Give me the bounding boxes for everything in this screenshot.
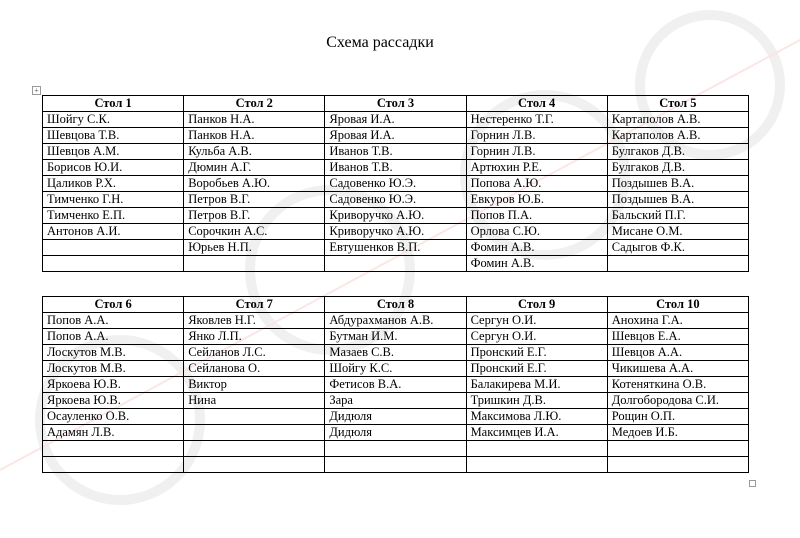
- table-cell[interactable]: [184, 425, 325, 441]
- table-cell[interactable]: Орлова С.Ю.: [466, 224, 607, 240]
- table-row: [43, 313, 749, 329]
- table-row: [43, 176, 749, 192]
- table-cell[interactable]: Сергун О.И.: [466, 313, 607, 329]
- table-row: [43, 224, 749, 240]
- table-cell[interactable]: Шевцов А.М.: [43, 144, 184, 160]
- table-cell[interactable]: Криворучко А.Ю.: [325, 224, 466, 240]
- table-cell[interactable]: Адамян Л.В.: [43, 425, 184, 441]
- table-cell[interactable]: Юрьев Н.П.: [184, 240, 325, 256]
- table-cell[interactable]: Сергун О.И.: [466, 329, 607, 345]
- table-row: [43, 393, 749, 409]
- table-cell[interactable]: Максимцев И.А.: [466, 425, 607, 441]
- seating-table-1: [42, 95, 749, 272]
- table-cell[interactable]: Мисане О.М.: [607, 224, 748, 240]
- table-cell[interactable]: [43, 256, 184, 272]
- table-cell[interactable]: Попов А.А.: [43, 313, 184, 329]
- table-cell[interactable]: Яркоева Ю.В.: [43, 377, 184, 393]
- table-cell[interactable]: Тришкин Д.В.: [466, 393, 607, 409]
- table-row: [43, 425, 749, 441]
- table-row: [43, 441, 749, 457]
- table-cell[interactable]: Чикишева А.А.: [607, 361, 748, 377]
- table-column-header: Стол 8: [325, 297, 466, 313]
- table-row: [43, 256, 749, 272]
- table-column-header: Стол 9: [466, 297, 607, 313]
- table-row: [43, 144, 749, 160]
- table-row: [43, 128, 749, 144]
- table-cell[interactable]: Дидюля: [325, 425, 466, 441]
- table-cell[interactable]: Бутман И.М.: [325, 329, 466, 345]
- table-cell[interactable]: Картаполов А.В.: [607, 112, 748, 128]
- table-cell[interactable]: Картаполов А.В.: [607, 128, 748, 144]
- table-cell[interactable]: Яркоева Ю.В.: [43, 393, 184, 409]
- table-cell[interactable]: Анохина Г.А.: [607, 313, 748, 329]
- table-column-header: Стол 7: [184, 297, 325, 313]
- table-cell[interactable]: Осауленко О.В.: [43, 409, 184, 425]
- table-cell[interactable]: Рощин О.П.: [607, 409, 748, 425]
- table-cell[interactable]: Булгаков Д.В.: [607, 160, 748, 176]
- table-cell[interactable]: [43, 240, 184, 256]
- table-cell[interactable]: Иванов Т.В.: [325, 160, 466, 176]
- table-cell[interactable]: Булгаков Д.В.: [607, 144, 748, 160]
- table-row: [43, 112, 749, 128]
- table-cell[interactable]: [184, 409, 325, 425]
- table-column-header: Стол 4: [466, 96, 607, 112]
- table-column-header: Стол 1: [43, 96, 184, 112]
- table-header-row: [43, 297, 749, 313]
- table-row: [43, 377, 749, 393]
- table-cell[interactable]: Дидюля: [325, 409, 466, 425]
- table-cell[interactable]: [184, 256, 325, 272]
- table-cell[interactable]: Кульба А.В.: [184, 144, 325, 160]
- table-cell[interactable]: Фетисов В.А.: [325, 377, 466, 393]
- table-row: [43, 160, 749, 176]
- table-cell[interactable]: Фомин А.В.: [466, 240, 607, 256]
- table-cell[interactable]: Дюмин А.Г.: [184, 160, 325, 176]
- table-cell[interactable]: [607, 441, 748, 457]
- table-cell[interactable]: [325, 441, 466, 457]
- table-cell[interactable]: Сорочкин А.С.: [184, 224, 325, 240]
- table-cell[interactable]: Сейланова О.: [184, 361, 325, 377]
- table-cell[interactable]: Лоскутов М.В.: [43, 345, 184, 361]
- table-cell[interactable]: Воробьев А.Ю.: [184, 176, 325, 192]
- resize-handle-icon[interactable]: [749, 480, 756, 487]
- table-cell[interactable]: Яровая И.А.: [325, 112, 466, 128]
- table-cell[interactable]: Мазаев С.В.: [325, 345, 466, 361]
- table-cell[interactable]: Котеняткина О.В.: [607, 377, 748, 393]
- table-cell[interactable]: [43, 441, 184, 457]
- table-cell[interactable]: [607, 256, 748, 272]
- table-cell[interactable]: Виктор: [184, 377, 325, 393]
- table-cell[interactable]: Борисов Ю.И.: [43, 160, 184, 176]
- table-cell[interactable]: Сейланов Л.С.: [184, 345, 325, 361]
- table-cell[interactable]: Янко Л.П.: [184, 329, 325, 345]
- table-cell[interactable]: Нина: [184, 393, 325, 409]
- table-cell[interactable]: Поздышев В.А.: [607, 192, 748, 208]
- table-cell[interactable]: Петров В.Г.: [184, 208, 325, 224]
- table-cell[interactable]: Попов А.А.: [43, 329, 184, 345]
- table-column-header: Стол 10: [607, 297, 748, 313]
- table-cell[interactable]: [466, 457, 607, 473]
- table-cell[interactable]: [325, 457, 466, 473]
- table-cell[interactable]: Поздышев В.А.: [607, 176, 748, 192]
- table-cell[interactable]: [325, 256, 466, 272]
- table-row: [43, 329, 749, 345]
- table-row: [43, 192, 749, 208]
- table-cell[interactable]: Тимченко Е.П.: [43, 208, 184, 224]
- table-cell[interactable]: Зара: [325, 393, 466, 409]
- table-cell[interactable]: Антонов А.И.: [43, 224, 184, 240]
- table-column-header: Стол 6: [43, 297, 184, 313]
- table-cell[interactable]: Иванов Т.В.: [325, 144, 466, 160]
- table-cell[interactable]: Балакирева М.И.: [466, 377, 607, 393]
- table-cell[interactable]: Криворучко А.Ю.: [325, 208, 466, 224]
- table-column-header: Стол 5: [607, 96, 748, 112]
- table-cell[interactable]: Горнин Л.В.: [466, 128, 607, 144]
- table-cell[interactable]: Лоскутов М.В.: [43, 361, 184, 377]
- table-column-header: Стол 3: [325, 96, 466, 112]
- table-row: [43, 361, 749, 377]
- table-cell[interactable]: Шевцов А.А.: [607, 345, 748, 361]
- seating-table-2: [42, 296, 749, 473]
- table-cell[interactable]: [607, 457, 748, 473]
- table-cell[interactable]: Садыгов Ф.К.: [607, 240, 748, 256]
- table-cell[interactable]: Панков Н.А.: [184, 128, 325, 144]
- table-cell[interactable]: Евтушенков В.П.: [325, 240, 466, 256]
- table-cell[interactable]: Яровая И.А.: [325, 128, 466, 144]
- table-cell[interactable]: Петров В.Г.: [184, 192, 325, 208]
- table-row: [43, 345, 749, 361]
- page-title: Схема рассадки: [326, 34, 434, 51]
- table-cell[interactable]: Тимченко Г.Н.: [43, 192, 184, 208]
- table-column-header: Стол 2: [184, 96, 325, 112]
- table-header-row: [43, 96, 749, 112]
- table-cell[interactable]: Яковлев Н.Г.: [184, 313, 325, 329]
- table-cell[interactable]: [184, 441, 325, 457]
- table-cell[interactable]: Нестеренко Т.Г.: [466, 112, 607, 128]
- table-cell[interactable]: Абдурахманов А.В.: [325, 313, 466, 329]
- table-cell[interactable]: Максимова Л.Ю.: [466, 409, 607, 425]
- table-row: [43, 208, 749, 224]
- table-cell[interactable]: Фомин А.В.: [466, 256, 607, 272]
- table-cell[interactable]: Шойгу К.С.: [325, 361, 466, 377]
- table-cell[interactable]: Артюхин Р.Е.: [466, 160, 607, 176]
- table-cell[interactable]: [184, 457, 325, 473]
- table-cell[interactable]: Шойгу С.К.: [43, 112, 184, 128]
- table-cell[interactable]: Попова А.Ю.: [466, 176, 607, 192]
- table-cell[interactable]: Пронский Е.Г.: [466, 361, 607, 377]
- move-handle-icon[interactable]: +: [32, 86, 41, 95]
- table-cell[interactable]: Евкуров Ю.Б.: [466, 192, 607, 208]
- table-cell[interactable]: Садовенко Ю.Э.: [325, 192, 466, 208]
- table-cell[interactable]: Садовенко Ю.Э.: [325, 176, 466, 192]
- table-row: [43, 457, 749, 473]
- table-cell[interactable]: Панков Н.А.: [184, 112, 325, 128]
- table-row: [43, 409, 749, 425]
- table-cell[interactable]: Пронский Е.Г.: [466, 345, 607, 361]
- table-cell[interactable]: Шевцова Т.В.: [43, 128, 184, 144]
- table-cell[interactable]: [466, 441, 607, 457]
- table-cell[interactable]: Долгобородова С.И.: [607, 393, 748, 409]
- table-cell[interactable]: Медоев И.Б.: [607, 425, 748, 441]
- table-row: [43, 240, 749, 256]
- table-cell[interactable]: Шевцов Е.А.: [607, 329, 748, 345]
- table-cell[interactable]: Цаликов Р.Х.: [43, 176, 184, 192]
- table-cell[interactable]: Горнин Л.В.: [466, 144, 607, 160]
- table-cell[interactable]: [43, 457, 184, 473]
- table-cell[interactable]: Бальский П.Г.: [607, 208, 748, 224]
- table-cell[interactable]: Попов П.А.: [466, 208, 607, 224]
